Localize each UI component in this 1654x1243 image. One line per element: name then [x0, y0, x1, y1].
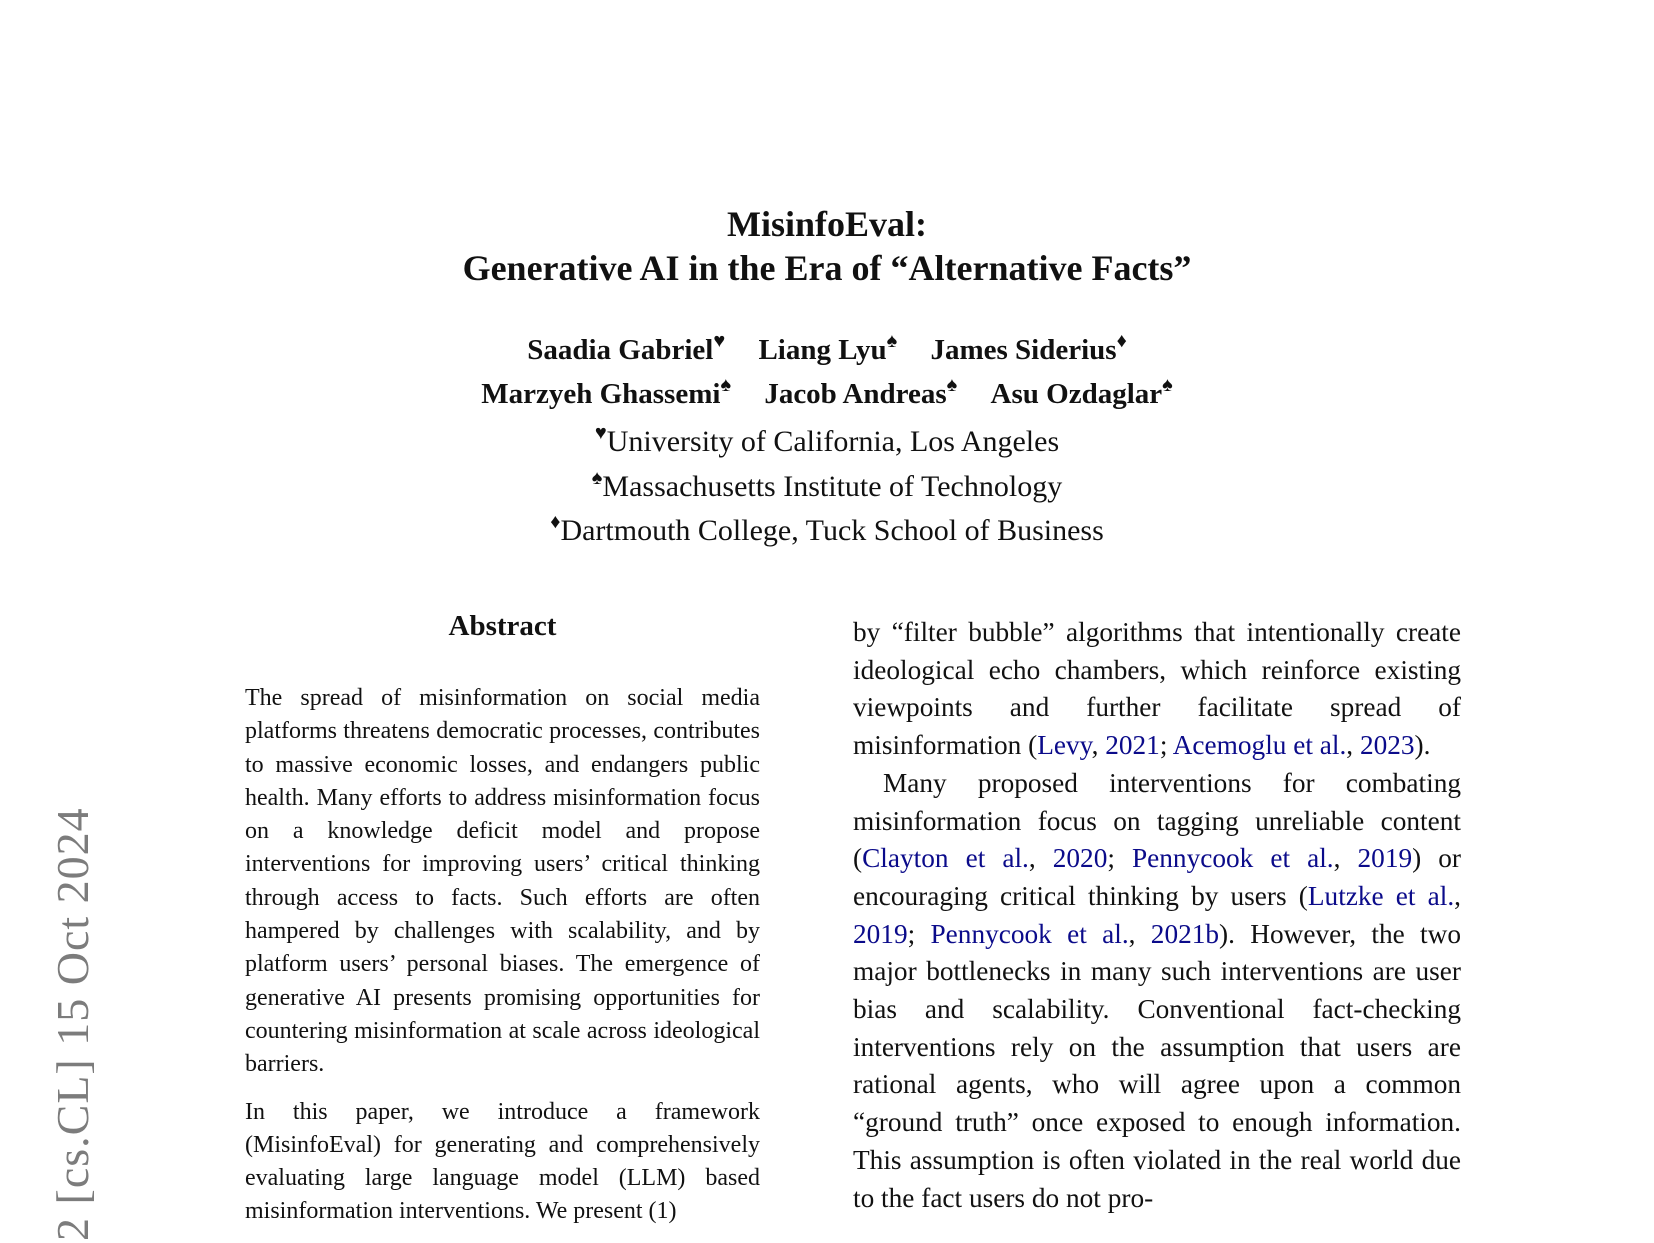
author-name: Asu Ozdaglar	[990, 378, 1163, 410]
spade-icon: ♠	[946, 374, 958, 396]
diamond-icon: ♦	[1116, 330, 1127, 352]
spade-icon: ♠	[886, 330, 898, 352]
body-text: ). However, the two major bottlenecks in many such interventions are user bias and scalability. Conventional fact-checking interventions rely on the assumption that users are rational agents, who will agree upon a common “ground truth” once exposed to enough information. This assumption is often violated in the real world due to the fact users do not pro-	[853, 918, 1461, 1213]
separator: ;	[1159, 730, 1173, 761]
abstract-heading: Abstract	[448, 610, 557, 642]
title-line-1: MisinfoEval:	[726, 204, 927, 244]
arxiv-stamp: 2 [cs.CL] 15 Oct 2024	[47, 807, 98, 1241]
citation-pennycook-2019-year[interactable]: 2019	[1357, 843, 1413, 874]
citation-lutzke-year[interactable]: 2019	[853, 918, 908, 949]
citation-levy-year[interactable]: 2021	[1105, 730, 1160, 761]
heart-icon: ♥	[594, 422, 607, 444]
separator: ,	[1333, 843, 1358, 874]
separator: ,	[1091, 730, 1106, 761]
citation-pennycook-2019-author[interactable]: Pennycook et al.	[1131, 843, 1334, 874]
paper-title	[0, 202, 1654, 290]
author-name: Jacob Andreas	[764, 378, 947, 410]
separator: ,	[1128, 918, 1151, 949]
author	[481, 374, 732, 410]
introduction-section	[853, 614, 1461, 1217]
separator: ,	[1346, 730, 1360, 761]
body-text: ) or encouraging critical thinking by users (	[853, 843, 1461, 911]
title-line-2: Generative AI in the Era of “Alternative Facts”	[462, 248, 1192, 288]
affiliation-list	[0, 420, 1654, 554]
affiliation	[0, 465, 1654, 510]
abstract-paragraph-2: In this paper, we introduce a framework (MisinfoEval) for generating and comprehensively evaluating large language model (LLM) based misinformation interventions. We present (1)	[245, 1098, 760, 1225]
affiliation-name: Massachusetts Institute of Technology	[602, 469, 1063, 503]
affiliation	[0, 420, 1654, 465]
affiliation-name: Dartmouth College, Tuck School of Business	[560, 514, 1104, 547]
abstract-paragraph-1: The spread of misinformation on social media platforms threatens democratic processes, contributes to massive economic losses, and endangers public health. Many efforts to address misinformation focus on a knowledge deficit model and propose interventions for improving users’ critical thinking through access to facts. Such efforts are often hampered by challenges with scalability, and by platform users’ personal biases. The emergence of generative AI presents promising opportunities for countering misinformation at scale across ideological barriers.	[245, 685, 760, 1078]
author-name: James Siderius	[930, 334, 1117, 366]
separator: ,	[1454, 880, 1461, 911]
citation-clayton-year[interactable]: 2020	[1052, 843, 1108, 874]
author	[764, 374, 958, 410]
author	[758, 330, 898, 366]
affiliation	[0, 509, 1654, 554]
affiliation-name: University of California, Los Angeles	[606, 425, 1060, 458]
author-list	[0, 328, 1654, 416]
separator: ,	[1028, 843, 1053, 874]
author-name: Liang Lyu	[758, 334, 887, 366]
separator: ;	[907, 918, 931, 949]
diamond-icon: ♦	[550, 511, 561, 533]
author	[990, 374, 1173, 410]
citation-levy-author[interactable]: Levy	[1037, 730, 1092, 761]
author-row-1	[0, 328, 1654, 372]
author	[930, 330, 1127, 366]
spade-icon: ♠	[591, 466, 603, 489]
spade-icon: ♠	[1162, 374, 1173, 396]
body-text: by “filter bubble” algorithms that intentionally create ideological echo chambers, which reinforce existing viewpoints and further facilitate spread of misinformation (	[853, 617, 1461, 761]
citation-pennycook-2021b-year[interactable]: 2021b	[1150, 918, 1220, 949]
separator: ;	[1107, 843, 1132, 874]
body-text: Many proposed interventions for combating misinformation focus on tagging unreliable content (	[853, 767, 1461, 874]
author-name: Saadia Gabriel	[527, 334, 714, 366]
citation-pennycook-2021b-author[interactable]: Pennycook et al.	[930, 918, 1129, 949]
abstract-section	[245, 608, 760, 1243]
body-paragraph-2	[853, 765, 1461, 1217]
author-row-2	[0, 372, 1654, 416]
spade-icon: ♠	[720, 374, 732, 396]
author	[527, 330, 726, 366]
citation-acemoglu-year[interactable]: 2023	[1359, 730, 1415, 761]
body-text: ).	[1414, 730, 1431, 761]
author-name: Marzyeh Ghassemi	[481, 378, 721, 410]
citation-clayton-author[interactable]: Clayton et al.	[862, 843, 1029, 874]
body-paragraph-1	[853, 614, 1461, 765]
heart-icon: ♥	[713, 330, 726, 352]
citation-lutzke-author[interactable]: Lutzke et al.	[1307, 880, 1455, 911]
citation-acemoglu-author[interactable]: Acemoglu et al.	[1172, 730, 1347, 761]
